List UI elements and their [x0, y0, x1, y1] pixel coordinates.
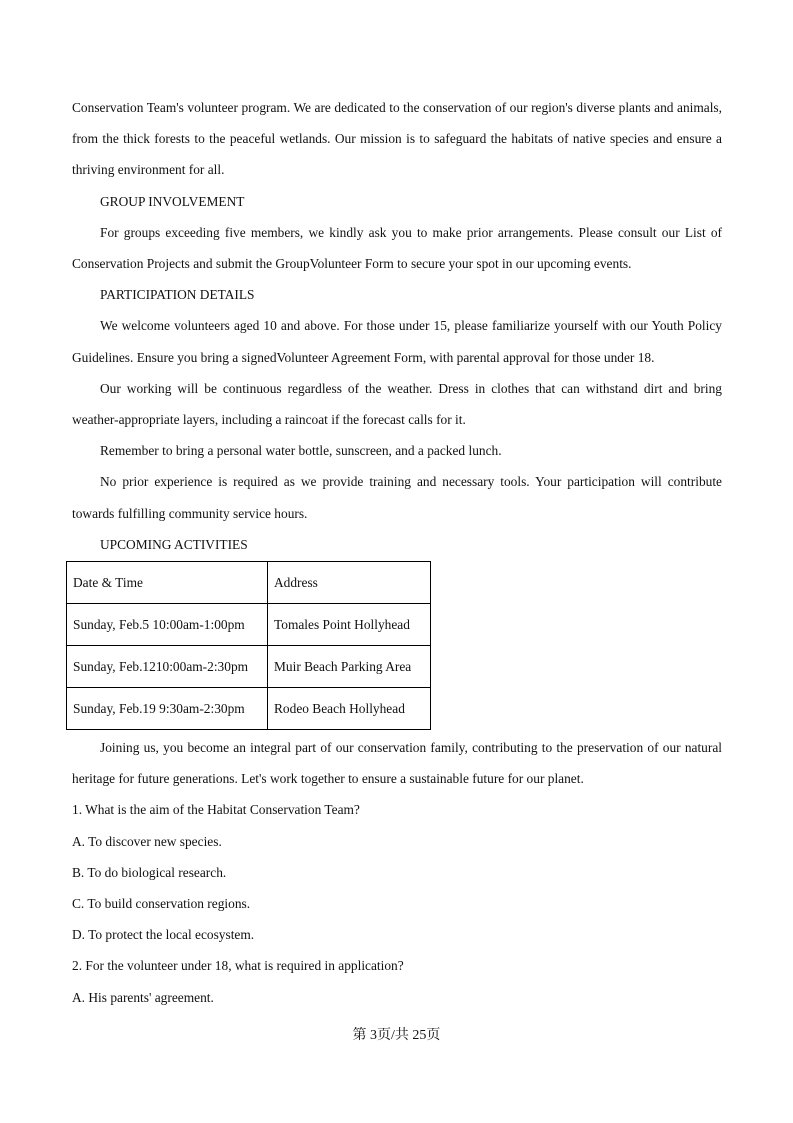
- table-cell-address: Muir Beach Parking Area: [268, 646, 431, 688]
- question-1-option-b: B. To do biological research.: [72, 864, 227, 880]
- question-2-option-a: A. His parents' agreement.: [72, 989, 214, 1005]
- table-header-row: [67, 562, 431, 604]
- participation-paragraph-4: No prior experience is required as we provide training and necessary tools. Your participation will contribute towards fulfilling community service hours.: [72, 474, 722, 521]
- question-1: 1. What is the aim of the Habitat Conservation Team?: [72, 802, 360, 818]
- table-row: [67, 604, 431, 646]
- table-header-date: Date & Time: [67, 562, 268, 604]
- question-2: 2. For the volunteer under 18, what is required in application?: [72, 958, 404, 974]
- group-paragraph: For groups exceeding five members, we kindly ask you to make prior arrangements. Please consult our List of Conservation Projects and submit the GroupVolunteer Form to secure your spot in our upcoming events.: [72, 224, 722, 272]
- question-1-option-d: D. To protect the local ecosystem.: [72, 927, 255, 943]
- table-row: [67, 688, 431, 730]
- group-heading: GROUP INVOLVEMENT: [100, 193, 245, 209]
- question-1-option-c: C. To build conservation regions.: [72, 896, 251, 912]
- closing-paragraph: Joining us, you become an integral part of our conservation family, contributing to the preservation of our natural heritage for future generations. Let's work together to ensure a sustainable future for our planet.: [72, 740, 722, 787]
- table-header-address: Address: [268, 562, 431, 604]
- table-cell-address: Tomales Point Hollyhead: [268, 604, 431, 646]
- page-footer: 第 3页/共 25页: [352, 1028, 441, 1043]
- document-body: [72, 92, 722, 1013]
- table-cell-date: Sunday, Feb.19 9:30am-2:30pm: [67, 688, 268, 730]
- table-cell-date: Sunday, Feb.1210:00am-2:30pm: [67, 646, 268, 688]
- table-cell-address: Rodeo Beach Hollyhead: [268, 688, 431, 730]
- table-cell-date: Sunday, Feb.5 10:00am-1:00pm: [67, 604, 268, 646]
- question-1-option-a: A. To discover new species.: [72, 833, 222, 849]
- participation-paragraph-1: We welcome volunteers aged 10 and above. For those under 15, please familiarize yourself with our Youth Policy Guidelines. Ensure you bring a signedVolunteer Agreement Form, with parental approval for those under 18.: [72, 318, 722, 365]
- activities-table: [66, 561, 431, 730]
- activities-heading: UPCOMING ACTIVITIES: [100, 536, 248, 552]
- participation-paragraph-3: Remember to bring a personal water bottle, sunscreen, and a packed lunch.: [100, 443, 502, 459]
- table-row: [67, 646, 431, 688]
- intro-paragraph: Conservation Team's volunteer program. We are dedicated to the conservation of our region's diverse plants and animals, from the thick forests to the peaceful wetlands. Our mission is to safeguard the habitats of native species and ensure a thriving environment for all.: [72, 100, 722, 178]
- participation-heading: PARTICIPATION DETAILS: [100, 287, 255, 303]
- participation-paragraph-2: Our working will be continuous regardless of the weather. Dress in clothes that can withstand dirt and bring weather-appropriate layers, including a raincoat if the forecast calls for it.: [72, 380, 722, 428]
